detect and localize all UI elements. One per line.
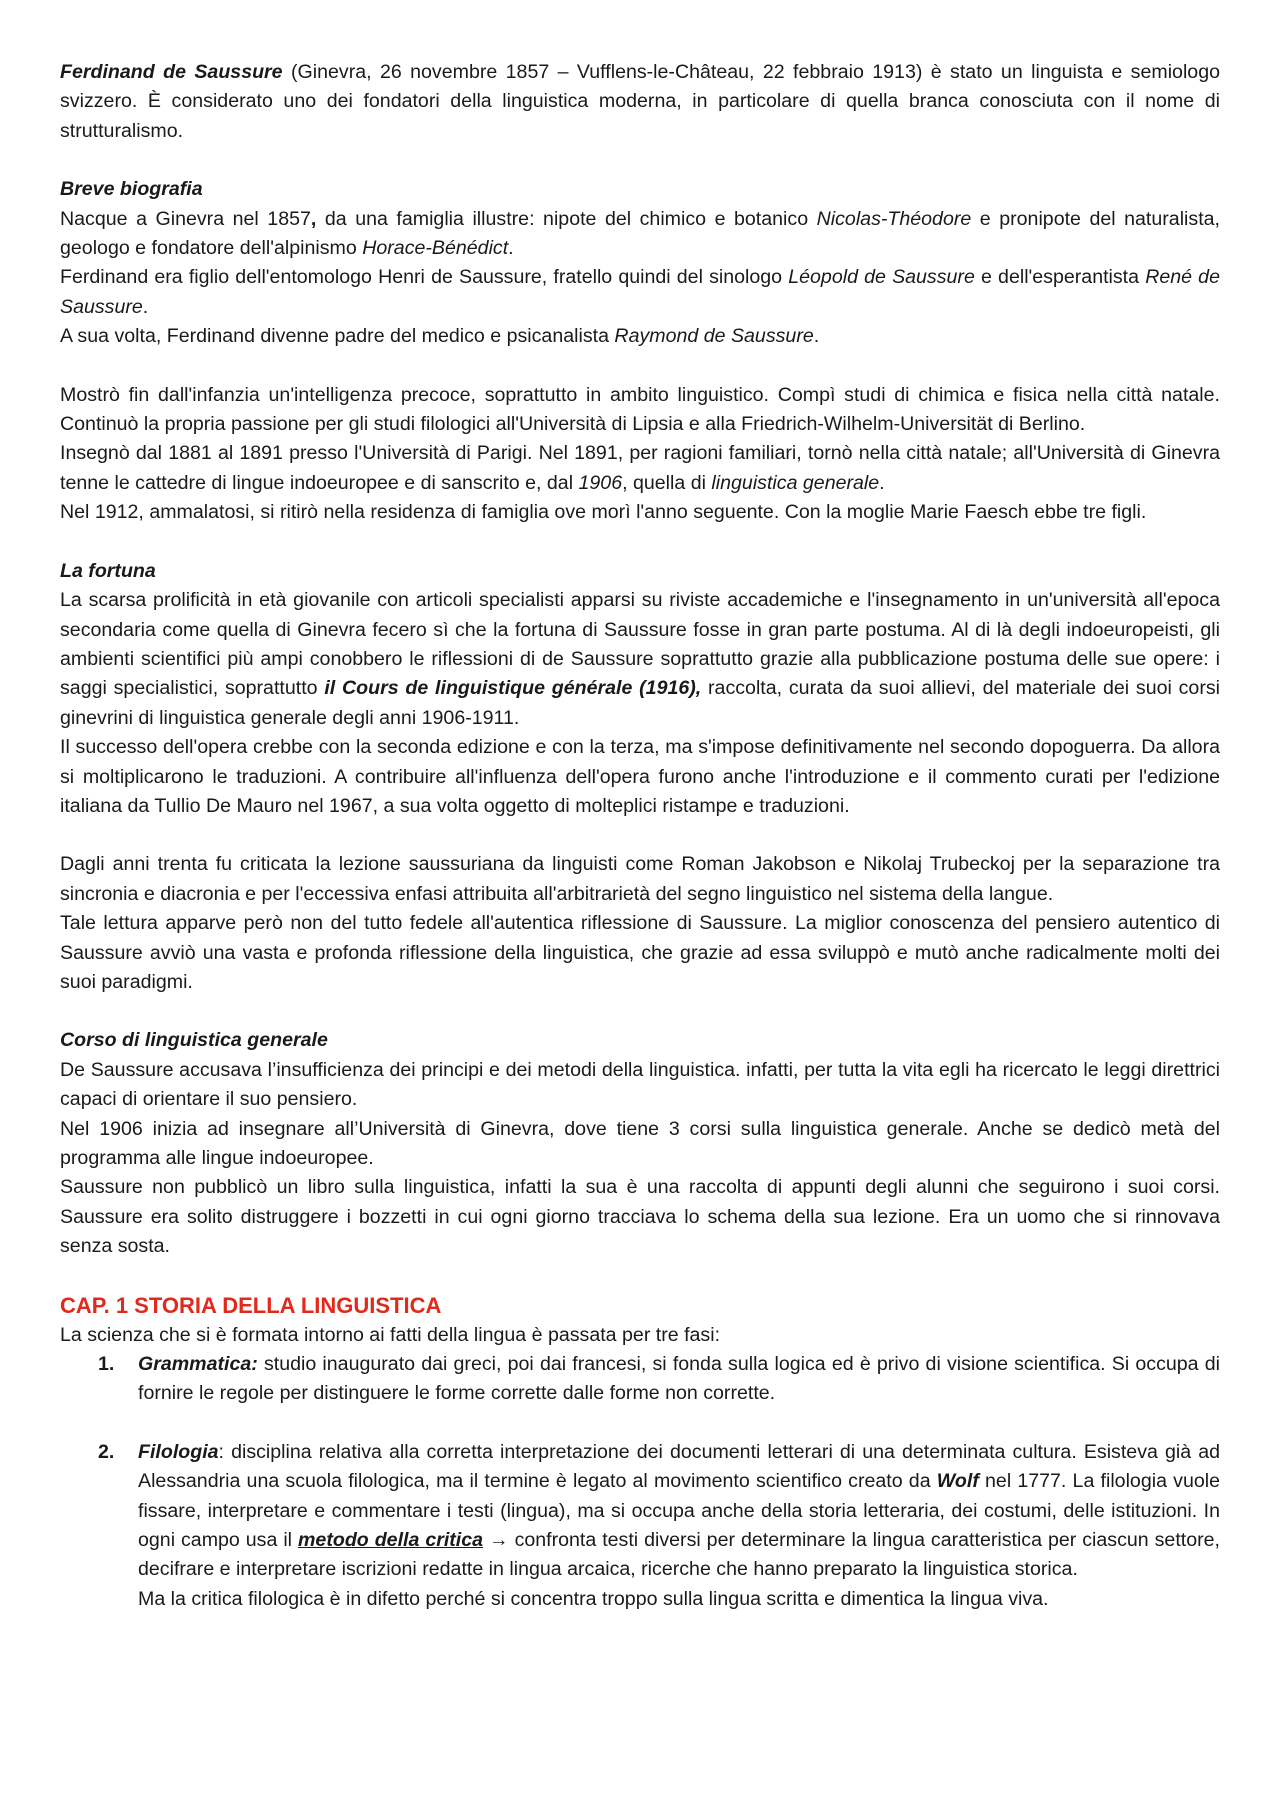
chapter-title: CAP. 1 STORIA DELLA LINGUISTICA <box>60 1292 442 1318</box>
italic-name: René de Saussure <box>60 266 1220 318</box>
corso-paragraph-2: Nel 1906 inizia ad insegnare all’Università di Ginevra, dove tiene 3 corsi sulla linguistica generale. Anche se dedicò metà del programma alle lingue indoeuropee. <box>60 1117 1220 1169</box>
text-span: studio inaugurato dai greci, poi dai francesi, si fonda sulla logica ed è privo di visione scientifica. Si occupa di fornire le regole per distinguere le forme corrette dalle forme non corrette. <box>138 1353 1220 1405</box>
phase-term: Filologia <box>138 1440 219 1463</box>
list-item <box>98 1438 1220 1614</box>
text-span: nel 1777. La filologia vuole fissare, interpretare e commentare i testi (lingua), ma si occupa anche della storia letteraria, dei costumi, delle istituzioni. In ogni campo usa il <box>138 1470 1220 1552</box>
intro-paragraph <box>60 58 1220 146</box>
corso-paragraph-3: Saussure non pubblicò un libro sulla linguistica, infatti la sua è una raccolta di appunti degli alunni che seguirono i suoi corsi. Saussure era solito distruggere i bozzetti in cui ogni giorno tracciava lo schema della sua lezione. Era un uomo che si rinnovava senza sosta. <box>60 1176 1220 1258</box>
text-span: Nacque a Ginevra nel 1857 <box>60 207 311 230</box>
text-span: . <box>813 325 820 348</box>
italic-subject: linguistica generale <box>711 471 880 494</box>
italic-name: Nicolas-Théodore <box>816 207 972 230</box>
list-number: 2. <box>98 1440 115 1463</box>
text-span: e pronipote del naturalista, geologo e fondatore dell'alpinismo <box>60 207 1220 260</box>
list-item <box>98 1350 1220 1409</box>
text-span: La scarsa prolificità in età giovanile con articoli specialisti apparsi su riviste accademiche e l'insegnamento in un'università all'epoca secondaria come quella di Ginevra fecero sì che la fortuna di Saussure fosse in gran parte postuma. Al di là degli indoeuropeisti, gli ambienti scientifici più ampi conobbero le riflessioni di de Saussure soprattutto grazie alla pubblicazione postuma delle sue opere: i saggi specialistici, soprattutto <box>60 589 1220 700</box>
wolf-name: Wolf <box>936 1470 979 1493</box>
intro-name: Ferdinand de Saussure <box>60 61 283 83</box>
fortuna-paragraph-4: Tale lettura apparve però non del tutto fedele all'autentica riflessione di Saussure. La miglior conoscenza del pensiero autentico di Saussure avviò una vasta e profonda riflessione della linguistica, che grazie ad essa sviluppò e mutò anche radicalmente molti dei suoi paradigmi. <box>60 912 1220 993</box>
biografia-paragraph-1 <box>60 205 1220 264</box>
italic-name: Léopold de Saussure <box>788 266 975 289</box>
biografia-paragraph-4: Mostrò fin dall'infanzia un'intelligenza precoce, soprattutto in ambito linguistico. Compì studi di chimica e fisica nella città natale. Continuò la propria passione per gli studi filologici all'Università di Lipsia e alla Friedrich-Wilhelm-Universität di Berlino. <box>60 383 1220 436</box>
italic-name: Raymond de Saussure <box>614 325 814 348</box>
text-span: e dell'esperantista <box>974 266 1146 289</box>
text-span: : disciplina relativa alla corretta interpretazione dei documenti letterari di una determinata cultura. Esisteva già ad Alessandria una scuola filologica, ma il termine è legato al movimento scientifico creato da <box>138 1440 1220 1493</box>
text-span: Ferdinand era figlio dell'entomologo Henri de Saussure, fratello quindi del sinologo <box>60 266 789 289</box>
fortuna-paragraph-1 <box>60 586 1220 733</box>
text-span: Ma la critica filologica è in difetto perché si concentra troppo sulla lingua scritta e dimentica la lingua viva. <box>138 1587 1049 1610</box>
chapter-intro: La scienza che si è formata intorno ai fatti della lingua è passata per tre fasi: <box>60 1323 721 1346</box>
text-span: Insegnò dal 1881 al 1891 presso l'Università di Parigi. Nel 1891, per ragioni familiari, tornò nella città natale; all'Università di Ginevra tenne le cattedre di lingue indoeuropee e di sanscrito e, dal <box>60 442 1220 494</box>
corso-paragraph-1: De Saussure accusava l’insufficienza dei principi e dei metodi della linguistica. infatti, per tutta la vita egli ha ricercato le leggi direttrici capaci di orientare il suo pensiero. <box>60 1058 1220 1111</box>
corso-heading: Corso di linguistica generale <box>60 1029 328 1052</box>
fortuna-heading: La fortuna <box>60 559 156 582</box>
arrow-icon: → <box>483 1529 515 1552</box>
italic-year: 1906 <box>578 471 623 494</box>
text-span: confronta testi diversi per determinare la lingua caratteristica per ciascun settore, decifrare e interpretare iscrizioni redatte in lingua arcaica, ricerche che hanno preparato la linguistica storica. <box>138 1529 1220 1581</box>
text-span: da una famiglia illustre: nipote del chimico e botanico <box>316 207 817 230</box>
list-number: 1. <box>98 1353 115 1376</box>
text-span: , <box>310 207 317 230</box>
text-span: . <box>879 471 885 494</box>
text-span: . <box>508 237 514 260</box>
biografia-paragraph-3 <box>60 322 1220 351</box>
biografia-paragraph-2 <box>60 263 1220 322</box>
phases-list <box>60 1350 1220 1614</box>
text-span: raccolta, curata da suoi allievi, del materiale dei suoi corsi ginevrini di linguistica generale degli anni 1906-1911. <box>60 677 1221 729</box>
fortuna-paragraph-3: Dagli anni trenta fu criticata la lezione saussuriana da linguisti come Roman Jakobson e Nikolaj Trubeckoj per la separazione tra sincronia e diacronia e per l'eccessiva enfasi attribuita all'arbitrarietà del segno linguistico nel sistema della langue. <box>60 853 1220 905</box>
italic-name: Horace-Bénédict <box>362 237 509 260</box>
text-span: A sua volta, Ferdinand divenne padre del medico e psicanalista <box>60 325 615 348</box>
fortuna-paragraph-2: Il successo dell'opera crebbe con la seconda edizione e con la terza, ma s'impose definitivamente nel secondo dopoguerra. Da allora si moltiplicarono le traduzioni. A contribuire all'influenza dell'opera furono anche l'introduzione e il commento curati per l'edizione italiana da Tullio De Mauro nel 1967, a sua volta oggetto di molteplici ristampe e traduzioni. <box>60 736 1220 817</box>
text-span: . <box>142 295 149 318</box>
biografia-paragraph-5 <box>60 439 1220 498</box>
text-span: , quella di <box>622 471 712 494</box>
method-term: metodo della critica <box>298 1529 484 1552</box>
work-title: il Cours de linguistique générale (1916), <box>324 677 702 700</box>
biografia-heading: Breve biografia <box>60 178 203 201</box>
intro-text: (Ginevra, 26 novembre 1857 – Vufflens-le-Château, 22 febbraio 1913) è stato un linguista e semiologo svizzero. È considerato uno dei fondatori della linguistica moderna, in particolare di quella branca conosciuta con il nome di strutturalismo. <box>60 61 1220 142</box>
biografia-paragraph-6: Nel 1912, ammalatosi, si ritirò nella residenza di famiglia ove morì l'anno seguente. Con la moglie Marie Faesch ebbe tre figli. <box>60 501 1147 524</box>
phase-term: Grammatica: <box>138 1353 258 1376</box>
